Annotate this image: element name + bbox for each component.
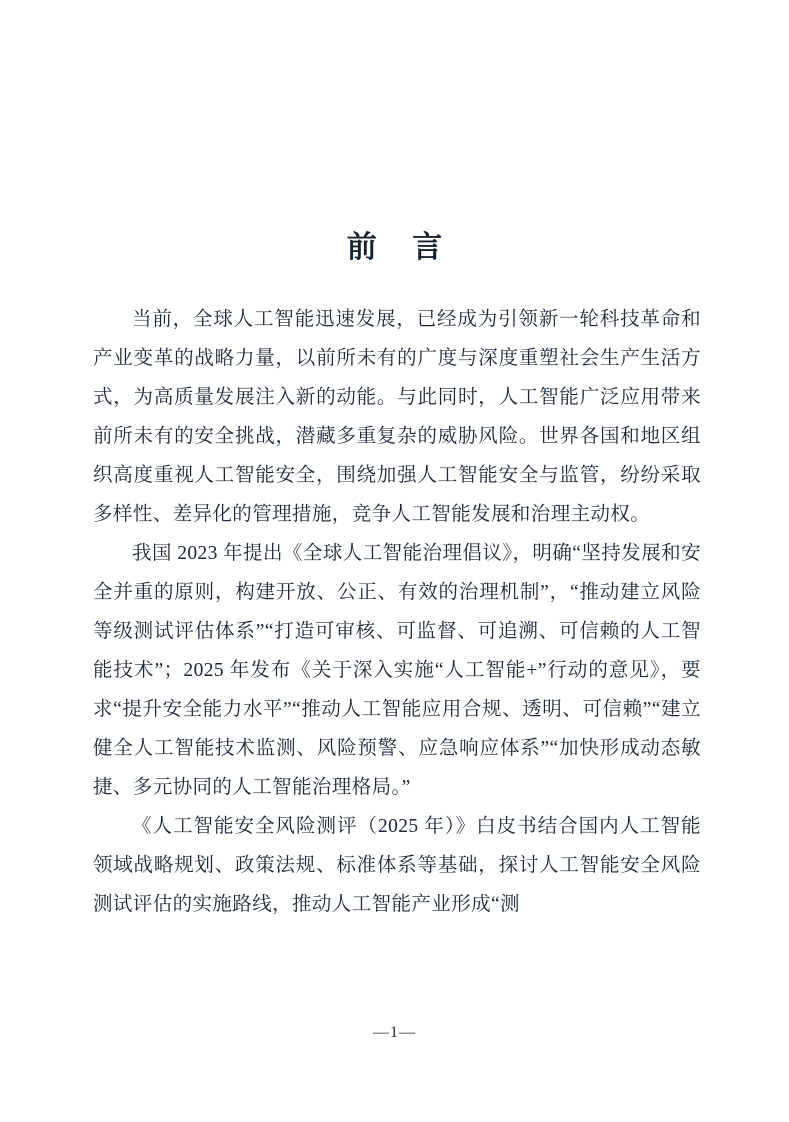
document-body (0, 300, 789, 924)
paragraph: 我国 2023 年提出《全球人工智能治理倡议》，明确“坚持发展和安全并重的原则，构建开放、公正、有效的治理机制”，“推动建立风险等级测试评估体系”“打造可审核、可监督、可追溯、可信赖的人工智能技术”；2025 年发布《关于深入实施“人工智能+”行动的意见》，要求“提升安全能力水平”“推动人工智能应用合规、透明、可信赖”“建立健全人工智能技术监测、风险预警、应急响应体系”“加快形成动态敏捷、多元协同的人工智能治理格局。” (93, 543, 701, 798)
page-title: 前 言 (346, 231, 457, 264)
paragraph: 《人工智能安全风险测评（2025 年）》白皮书结合国内人工智能领域战略规划、政策法规、标准体系等基础，探讨人工智能安全风险测试评估的实施路线，推动人工智能产业形成“测 (93, 816, 701, 915)
paragraph: 当前，全球人工智能迅速发展，已经成为引领新一轮科技革命和产业变革的战略力量，以前所未有的广度与深度重塑社会生产生活方式，为高质量发展注入新的动能。与此同时，人工智能广泛应用带来前所未有的安全挑战，潜藏多重复杂的威胁风险。世界各国和地区组织高度重视人工智能安全，围绕加强人工智能安全与监管，纷纷采取多样性、差异化的管理措施，竞争人工智能发展和治理主动权。 (93, 309, 701, 525)
page-number: —1— (373, 1024, 416, 1041)
